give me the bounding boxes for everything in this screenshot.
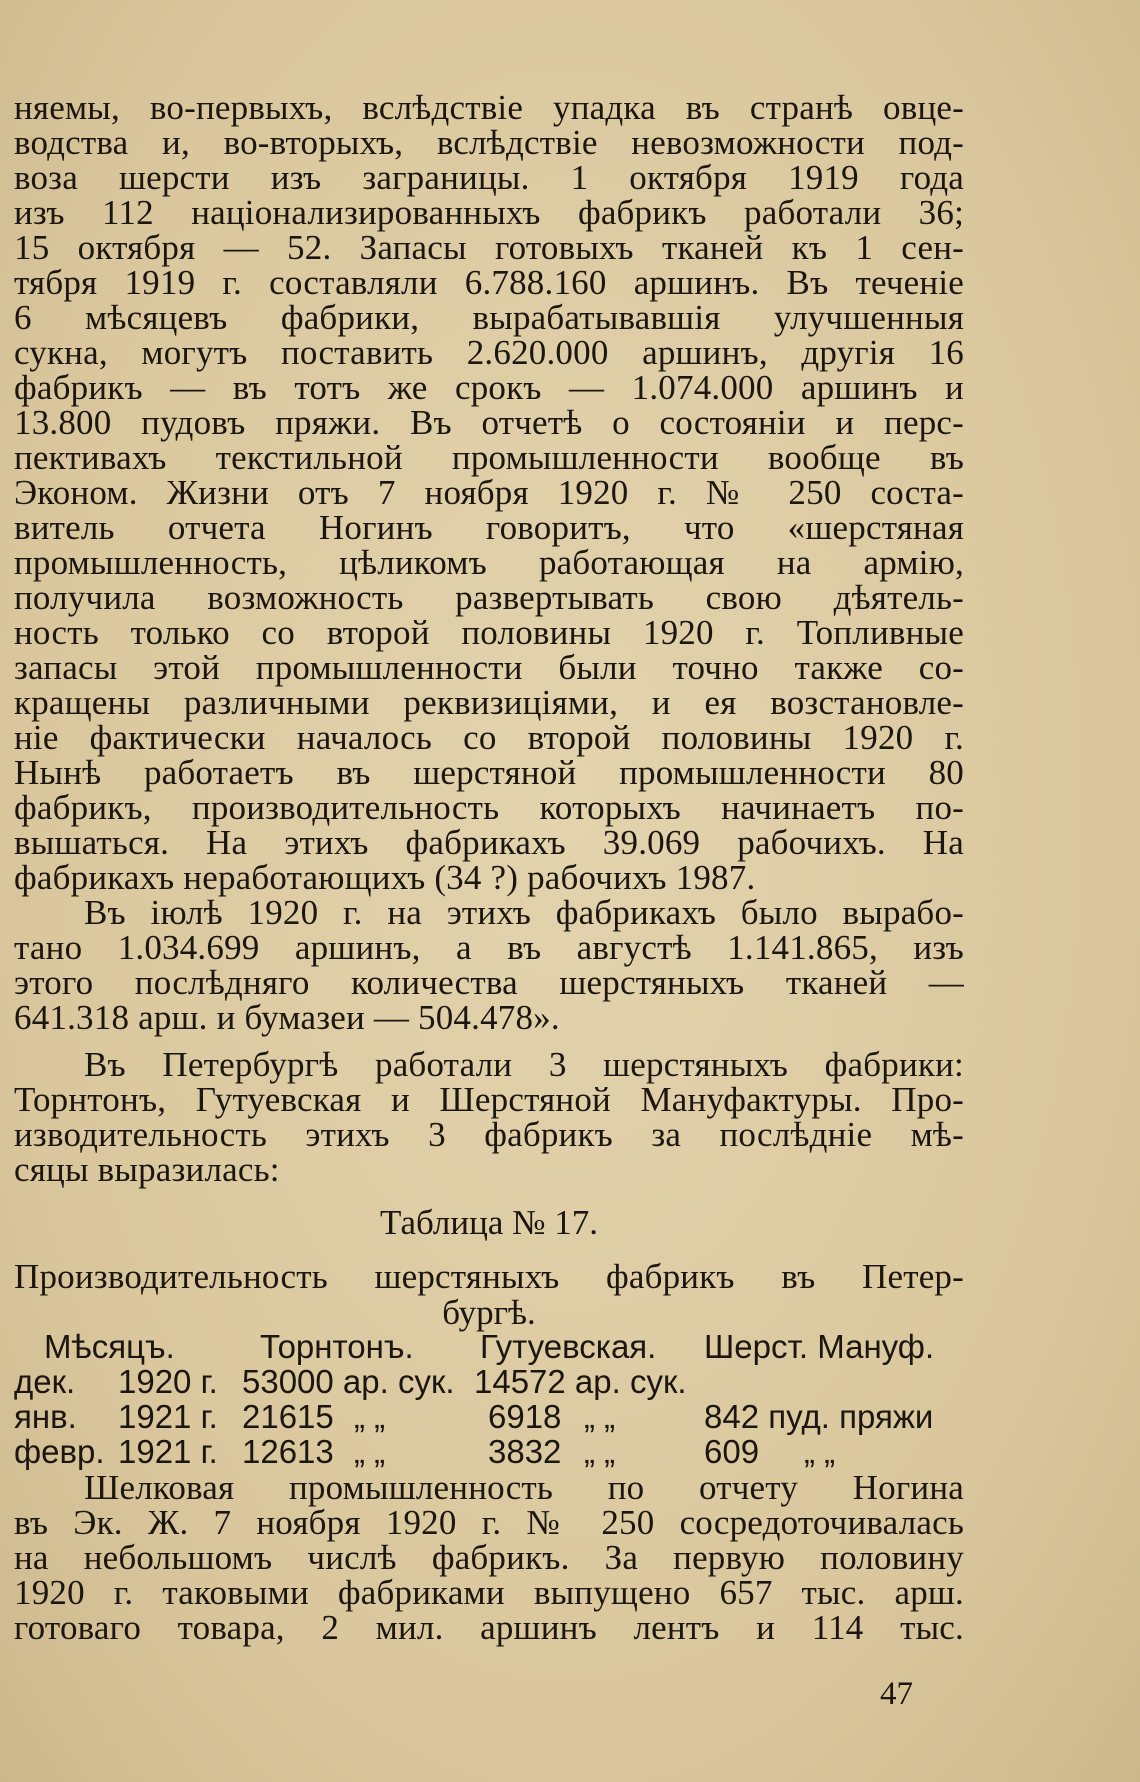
ditto-mark: „ „	[354, 1398, 386, 1435]
text-line: изъ 112 націонализированныхъ фабрикъ работали 36;	[14, 193, 964, 232]
text-line: ніе фактически началось со второй половины 1920 г.	[14, 718, 964, 757]
text-line: тано 1.034.699 аршинъ, а въ августѣ 1.141.865, изъ	[14, 928, 964, 967]
text-line: фабрикъ — въ тотъ же срокъ — 1.074.000 аршинъ и	[14, 368, 964, 407]
table-header-cell: Гутуевская.	[480, 1328, 657, 1365]
text-line: готоваго товара, 2 мил. аршинъ лентъ и 114 тыс.	[14, 1608, 964, 1647]
text-line: Въ Петербургѣ работали 3 шерстяныхъ фабрики:	[84, 1045, 964, 1084]
table-cell: 842 пуд. пряжи	[704, 1398, 934, 1435]
text-line: на небольшомъ числѣ фабрикъ. За первую половину	[14, 1538, 964, 1577]
table-cell: 21615	[242, 1398, 334, 1435]
table-header	[14, 1329, 964, 1365]
text-line: няемы, во-первыхъ, вслѣдствіе упадка въ странѣ овце-	[14, 88, 964, 127]
text-line: Шелковая промышленность по отчету Ногина	[84, 1468, 964, 1507]
table-header-cell: Мѣсяцъ.	[44, 1328, 175, 1365]
table-row	[14, 1434, 964, 1470]
text-line: водства и, во-вторыхъ, вслѣдствіе невозможности под-	[14, 123, 964, 162]
text-line: ность только со второй половины 1920 г. Топливные	[14, 613, 964, 652]
table-caption: Производительность шерстяныхъ фабрикъ въ Петер-	[14, 1257, 964, 1296]
ditto-mark: „ „	[584, 1433, 616, 1470]
table-cell: 3832	[488, 1433, 562, 1470]
table-cell: дек.	[14, 1363, 76, 1400]
ditto-mark: „ „	[354, 1433, 386, 1470]
text-line: 641.318 арш. и бумазеи — 504.478».	[14, 998, 560, 1037]
text-line: Въ іюлѣ 1920 г. на этихъ фабрикахъ было вырабо-	[84, 893, 964, 932]
text-line: въ Эк. Ж. 7 ноября 1920 г. № 250 сосредоточивалась	[14, 1503, 964, 1542]
text-line: кращены различными реквизиціями, и ея возстановле-	[14, 683, 964, 722]
text-line: Нынѣ работаетъ въ шерстяной промышленности 80	[14, 753, 964, 792]
text-line: 15 октября — 52. Запасы готовыхъ тканей къ 1 сен-	[14, 228, 964, 267]
table-cell: 609	[704, 1433, 760, 1470]
table-cell: 12613	[242, 1433, 334, 1470]
text-line: промышленность, цѣликомъ работающая на армію,	[14, 543, 964, 582]
table-row	[14, 1399, 964, 1435]
table-cell: 14572 ар. сук.	[474, 1363, 687, 1400]
table-header-cell: Торнтонъ.	[260, 1328, 414, 1365]
table-row	[14, 1364, 964, 1400]
table-cell: 1921 г.	[118, 1398, 218, 1435]
table-cell: 1921 г.	[118, 1433, 218, 1470]
text-line: сукна, могутъ поставить 2.620.000 аршинъ, другія 16	[14, 333, 964, 372]
text-line: 6 мѣсяцевъ фабрики, вырабатывавшія улучшенныя	[14, 298, 964, 337]
text-line: Эконом. Жизни отъ 7 ноября 1920 г. № 250 соста-	[14, 473, 964, 512]
text-line: этого послѣдняго количества шерстяныхъ тканей —	[14, 963, 964, 1002]
text-line: воза шерсти изъ заграницы. 1 октября 1919 года	[14, 158, 964, 197]
text-line: витель отчета Ногинъ говоритъ, что «шерстяная	[14, 508, 964, 547]
table-cell: янв.	[14, 1398, 77, 1435]
text-line: изводительность этихъ 3 фабрикъ за послѣдніе мѣ-	[14, 1115, 964, 1154]
table-cell: 53000 ар. сук.	[242, 1363, 455, 1400]
table-caption: бургѣ.	[442, 1293, 536, 1332]
text-line: тября 1919 г. составляли 6.788.160 аршинъ. Въ теченіе	[14, 263, 964, 302]
table-header-cell: Шерст. Мануф.	[704, 1328, 935, 1365]
text-line: получила возможность развертывать свою дѣятель-	[14, 578, 964, 617]
text-line: запасы этой промышленности были точно также со-	[14, 648, 964, 687]
text-line: 1920 г. таковыми фабриками выпущено 657 тыс. арш.	[14, 1573, 964, 1612]
text-line: фабрикъ, производительность которыхъ начинаетъ по-	[14, 788, 964, 827]
table-cell: февр.	[14, 1433, 105, 1470]
ditto-mark: „ „	[804, 1433, 836, 1470]
text-line: сяцы выразилась:	[14, 1150, 280, 1189]
text-line: Торнтонъ, Гутуевская и Шерстяной Мануфактуры. Про-	[14, 1080, 964, 1119]
ditto-mark: „ „	[584, 1398, 616, 1435]
text-line: пективахъ текстильной промышленности вообще въ	[14, 438, 964, 477]
table-cell: 1920 г.	[118, 1363, 218, 1400]
table-cell: 6918	[488, 1398, 562, 1435]
table-label: Таблица № 17.	[379, 1203, 599, 1242]
page-number: 47	[880, 1676, 913, 1712]
text-line: вышаться. На этихъ фабрикахъ 39.069 рабочихъ. На	[14, 823, 964, 862]
text-line: фабрикахъ неработающихъ (34 ?) рабочихъ 1987.	[14, 858, 756, 897]
text-line: 13.800 пудовъ пряжи. Въ отчетѣ о состояніи и перс-	[14, 403, 964, 442]
